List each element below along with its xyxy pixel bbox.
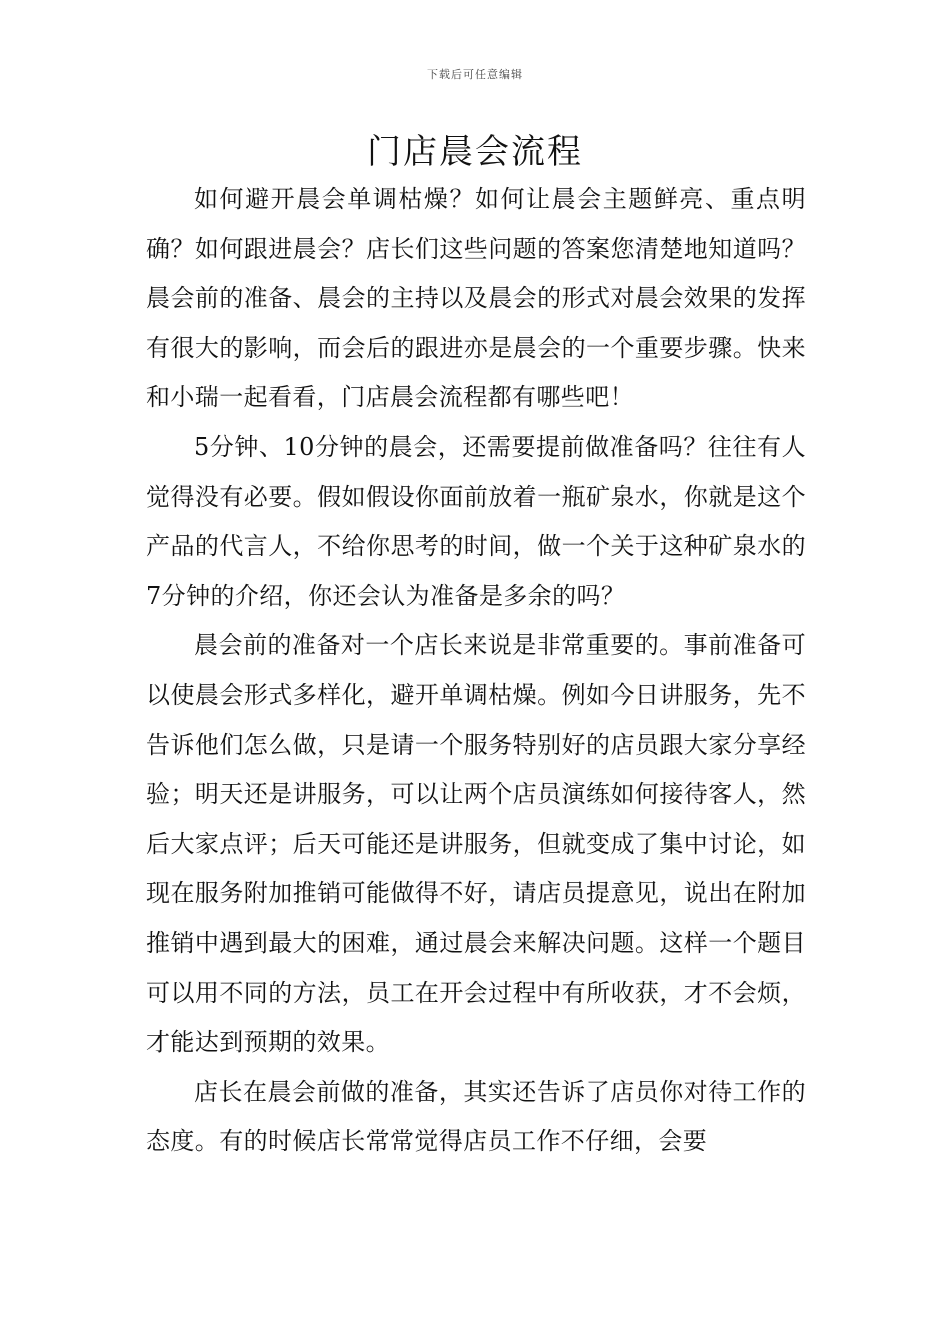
paragraph-3: 晨会前的准备对一个店长来说是非常重要的。事前准备可以使晨会形式多样化，避开单调枯燥。例如今日讲服务，先不告诉他们怎么做，只是请一个服务特别好的店员跟大家分享经验；明天还是讲服务，可以让两个店员演练如何接待客人，然后大家点评；后天可能还是讲服务，但就变成了集中讨论，如现在服务附加推销可能做得不好，请店员提意见，说出在附加推销中遇到最大的困难，通过晨会来解决问题。这样一个题目可以用不同的方法，员工在开会过程中有所收获，才不会烦，才能达到预期的效果。 (146, 631, 806, 1057)
header-note: 下载后可任意编辑 (427, 68, 523, 81)
paragraph-2: 5分钟、10分钟的晨会，还需要提前做准备吗？往往有人觉得没有必要。假如假设你面前放着一瓶矿泉水，你就是这个产品的代言人，不给你思考的时间，做一个关于这种矿泉水的7分钟的介绍，你还会认为准备是多余的吗？ (146, 432, 806, 610)
document-title: 门店晨会流程 (367, 132, 583, 172)
paragraph-4: 店长在晨会前做的准备，其实还告诉了店员你对待工作的态度。有的时候店长常常觉得店员工作不仔细，会要 (146, 1077, 806, 1156)
paragraph-1: 如何避开晨会单调枯燥？如何让晨会主题鲜亮、重点明确？如何跟进晨会？店长们这些问题的答案您清楚地知道吗？晨会前的准备、晨会的主持以及晨会的形式对晨会效果的发挥有很大的影响，而会后的跟进亦是晨会的一个重要步骤。快来和小瑞一起看看，门店晨会流程都有哪些吧！ (146, 185, 806, 412)
document-body (146, 175, 806, 1167)
